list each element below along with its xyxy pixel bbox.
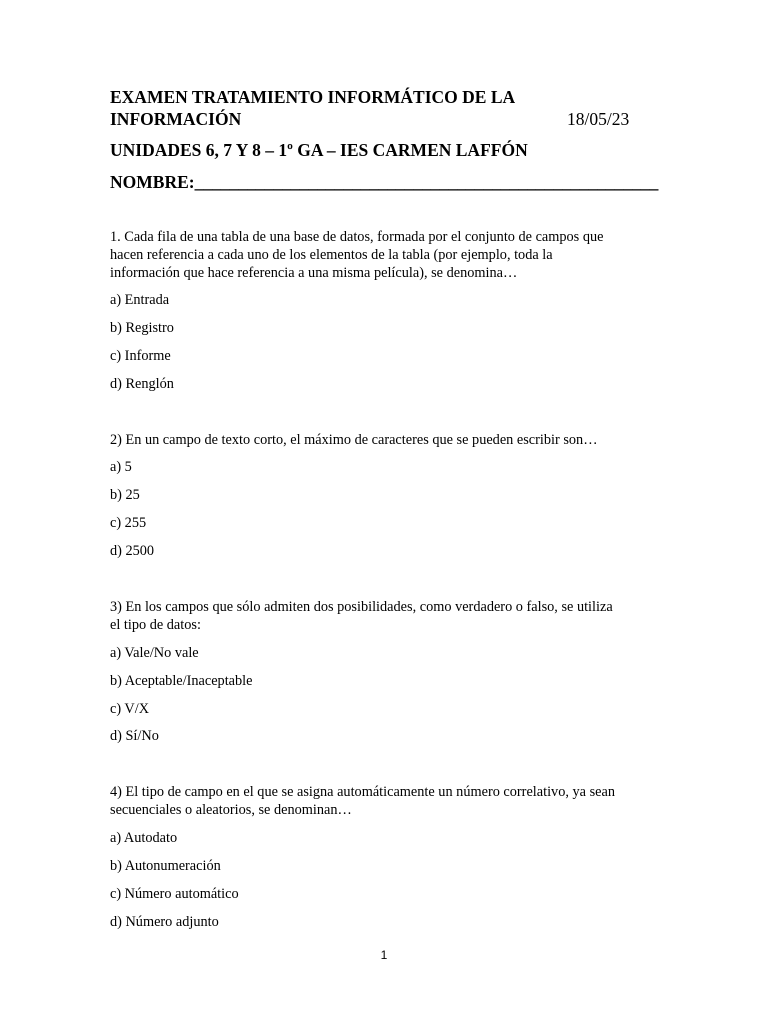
question-text-line: 1. Cada fila de una tabla de una base de datos, formada por el conjunto de campos que — [110, 229, 604, 245]
exam-subtitle: UNIDADES 6, 7 Y 8 – 1º GA – IES CARMEN LAFFÓN — [110, 140, 528, 160]
question-text-line: secuenciales o aleatorios, se denominan… — [110, 802, 352, 818]
question-2-option-b: b) 25 — [110, 487, 140, 503]
question-1-option-a: a) Entrada — [110, 292, 170, 308]
question-2-option-a: a) 5 — [110, 459, 132, 475]
exam-title-line1: EXAMEN TRATAMIENTO INFORMÁTICO DE LA — [110, 87, 516, 107]
question-2-text — [110, 431, 670, 449]
question-text-line: hacen referencia a cada uno de los elementos de la tabla (por ejemplo, toda la — [110, 247, 553, 263]
question-4-option-c: c) Número automático — [110, 886, 239, 902]
exam-date: 18/05/23 — [567, 109, 630, 129]
question-2-option-c: c) 255 — [110, 515, 147, 531]
question-4-option-b: b) Autonumeración — [110, 858, 221, 874]
question-text-line: 2) En un campo de texto corto, el máximo de caracteres que se pueden escribir son… — [110, 432, 598, 448]
question-text-line: el tipo de datos: — [110, 617, 201, 633]
question-1-text — [110, 228, 670, 282]
question-1-option-b: b) Registro — [110, 320, 174, 336]
question-1-option-c: c) Informe — [110, 348, 171, 364]
question-3-text — [110, 598, 670, 634]
question-3-option-d: d) Sí/No — [110, 728, 159, 744]
page-number: 1 — [380, 948, 388, 962]
exam-title-line2: INFORMACIÓN — [110, 109, 242, 129]
question-4-option-a: a) Autodato — [110, 830, 178, 846]
question-1-option-d: d) Renglón — [110, 376, 174, 392]
question-4-text — [110, 783, 670, 819]
question-text-line: 4) El tipo de campo en el que se asigna automáticamente un número correlativo, ya sean — [110, 784, 615, 800]
question-text-line: información que hace referencia a una misma película), se denomina… — [110, 265, 518, 281]
question-2-option-d: d) 2500 — [110, 543, 155, 559]
question-4-option-d: d) Número adjunto — [110, 914, 219, 930]
question-3-option-b: b) Aceptable/Inaceptable — [110, 673, 253, 689]
question-3-option-c: c) V/X — [110, 701, 150, 717]
question-text-line: 3) En los campos que sólo admiten dos posibilidades, como verdadero o falso, se utiliza — [110, 599, 613, 615]
question-3-option-a: a) Vale/No vale — [110, 645, 199, 661]
student-name-field: NOMBRE:_____________________________________________________ — [110, 172, 659, 192]
